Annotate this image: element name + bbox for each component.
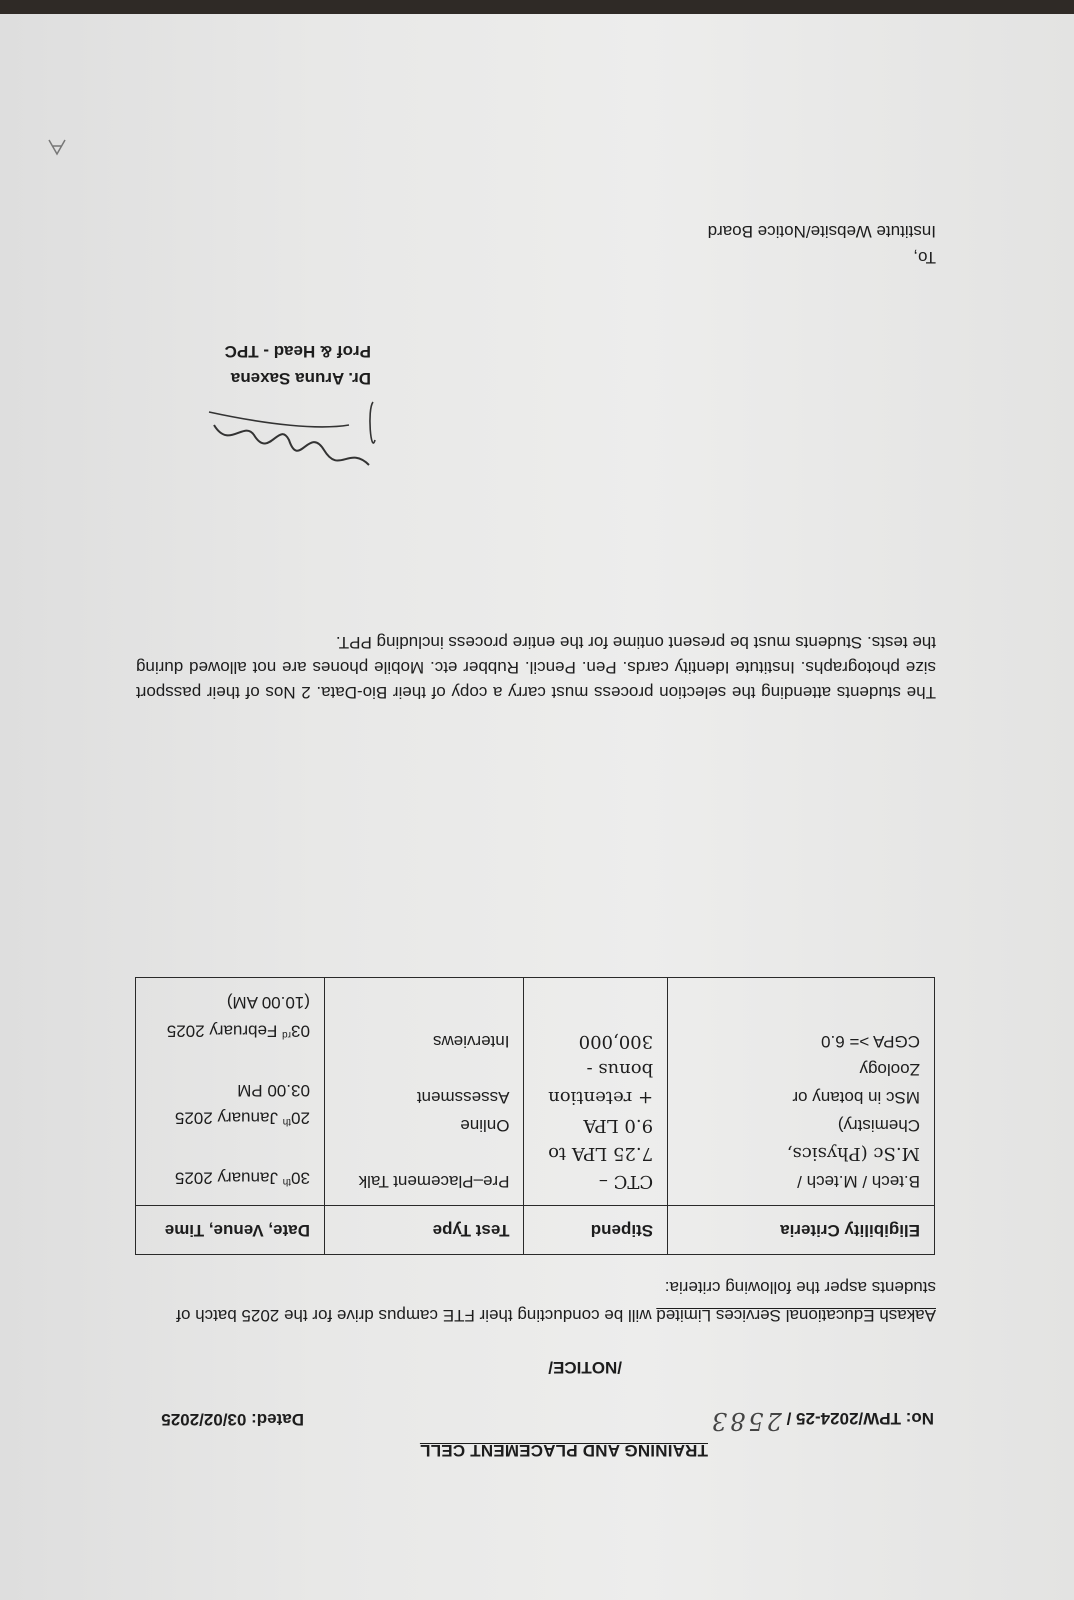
- eligibility-line: M.Sc (Physics,: [786, 1143, 920, 1164]
- intro-text: will be conducting their FTE campus drive for the 2025 batch of students asper the following criteria:: [176, 1278, 936, 1325]
- header-stipend: Stipend: [524, 1206, 668, 1255]
- ppt-month-year: January 2025: [174, 1168, 283, 1188]
- header-eligibility: Eligibility Criteria: [668, 1206, 935, 1255]
- eligibility-line: MSc in botany or: [792, 1088, 920, 1107]
- ppt-suffix: th: [282, 1176, 292, 1187]
- table-header-row: [136, 1206, 935, 1255]
- online-suffix: th: [282, 1116, 292, 1128]
- reference-number: [709, 1407, 934, 1435]
- signer-name: Dr. Aruna Saxena: [230, 369, 371, 388]
- date-cell: [136, 978, 325, 1206]
- notice-date: Dated: 03/02/2025: [161, 1410, 304, 1429]
- ppt-day: 30: [291, 1168, 310, 1188]
- ppt-date: [150, 1163, 310, 1195]
- test-type-cell: [324, 978, 524, 1206]
- signature-scribble: [199, 400, 379, 480]
- reference-prefix: No: TPW/2024-25 /: [786, 1409, 934, 1428]
- recipient-to: To,: [913, 248, 936, 267]
- stipend-cell: [524, 978, 668, 1206]
- reference-handwritten: 2583: [708, 1407, 782, 1435]
- spacer: [150, 1048, 310, 1076]
- interview-suffix: rd: [282, 1028, 292, 1040]
- stipend-line: 9.0 LPA: [583, 1115, 654, 1136]
- notice-heading: /NOTICE/: [548, 1358, 622, 1377]
- page-title: TRAINING AND PLACEMENT CELL: [419, 1441, 708, 1460]
- eligibility-line: Chemistry): [837, 1116, 920, 1135]
- table-row: [136, 978, 935, 1206]
- notice-page: [0, 14, 1074, 1600]
- header-date-venue-time: Date, Venue, Time: [136, 1206, 325, 1255]
- interview-month-year: February 2025: [166, 1021, 283, 1041]
- online-month-year: January 2025: [174, 1108, 283, 1128]
- spacer: [150, 1135, 310, 1163]
- eligibility-cell: [668, 978, 935, 1206]
- paper-sheet: [0, 14, 1074, 1600]
- online-day: 20: [291, 1108, 310, 1128]
- test-interviews: Interviews: [432, 1032, 510, 1051]
- eligibility-line: CGPA >= 6.0: [821, 1032, 920, 1051]
- header-test-type: Test Type: [324, 1206, 524, 1255]
- ink-mark: [43, 134, 69, 160]
- spacer: [339, 1139, 510, 1167]
- eligibility-line: Zoology: [859, 1060, 920, 1079]
- company-name: Aakash Educational Services Limited: [656, 1306, 936, 1325]
- interview-time: (10.00 AM): [226, 993, 310, 1013]
- interview-date: [150, 1016, 310, 1048]
- signer-designation: Prof & Head - TPC: [224, 342, 371, 361]
- recipient-block: [708, 218, 936, 270]
- stipend-line: 7.25 LPA to: [548, 1143, 654, 1164]
- stipend-line: bonus -: [586, 1059, 654, 1080]
- online-time: 03.00 PM: [237, 1080, 310, 1100]
- stipend-line: + retention: [548, 1087, 654, 1108]
- intro-paragraph: [136, 1273, 936, 1329]
- eligibility-line: B.tech / M.tech /: [797, 1172, 920, 1191]
- criteria-table: [135, 977, 935, 1255]
- stipend-line: CTC –: [598, 1171, 654, 1192]
- test-ppt: Pre–Placement Talk: [358, 1172, 510, 1191]
- stipend-line: 300,000: [578, 1031, 654, 1052]
- recipient-line: Institute Website/Notice Board: [707, 222, 936, 241]
- interview-day: 03: [291, 1021, 310, 1041]
- spacer: [339, 1055, 510, 1083]
- instructions-paragraph: The students attending the selection process must carry a copy of their Bio-Data. 2 Nos of their passport size photographs. Institute Identity cards. Pen. Pencil. Rubber etc. Mobile phones are not allowed during the tests. Students must be present ontime for the entire process including PPT.: [136, 633, 936, 702]
- online-date: [150, 1104, 310, 1136]
- signer-block: [225, 338, 371, 392]
- test-online: Online Assessment: [416, 1088, 510, 1135]
